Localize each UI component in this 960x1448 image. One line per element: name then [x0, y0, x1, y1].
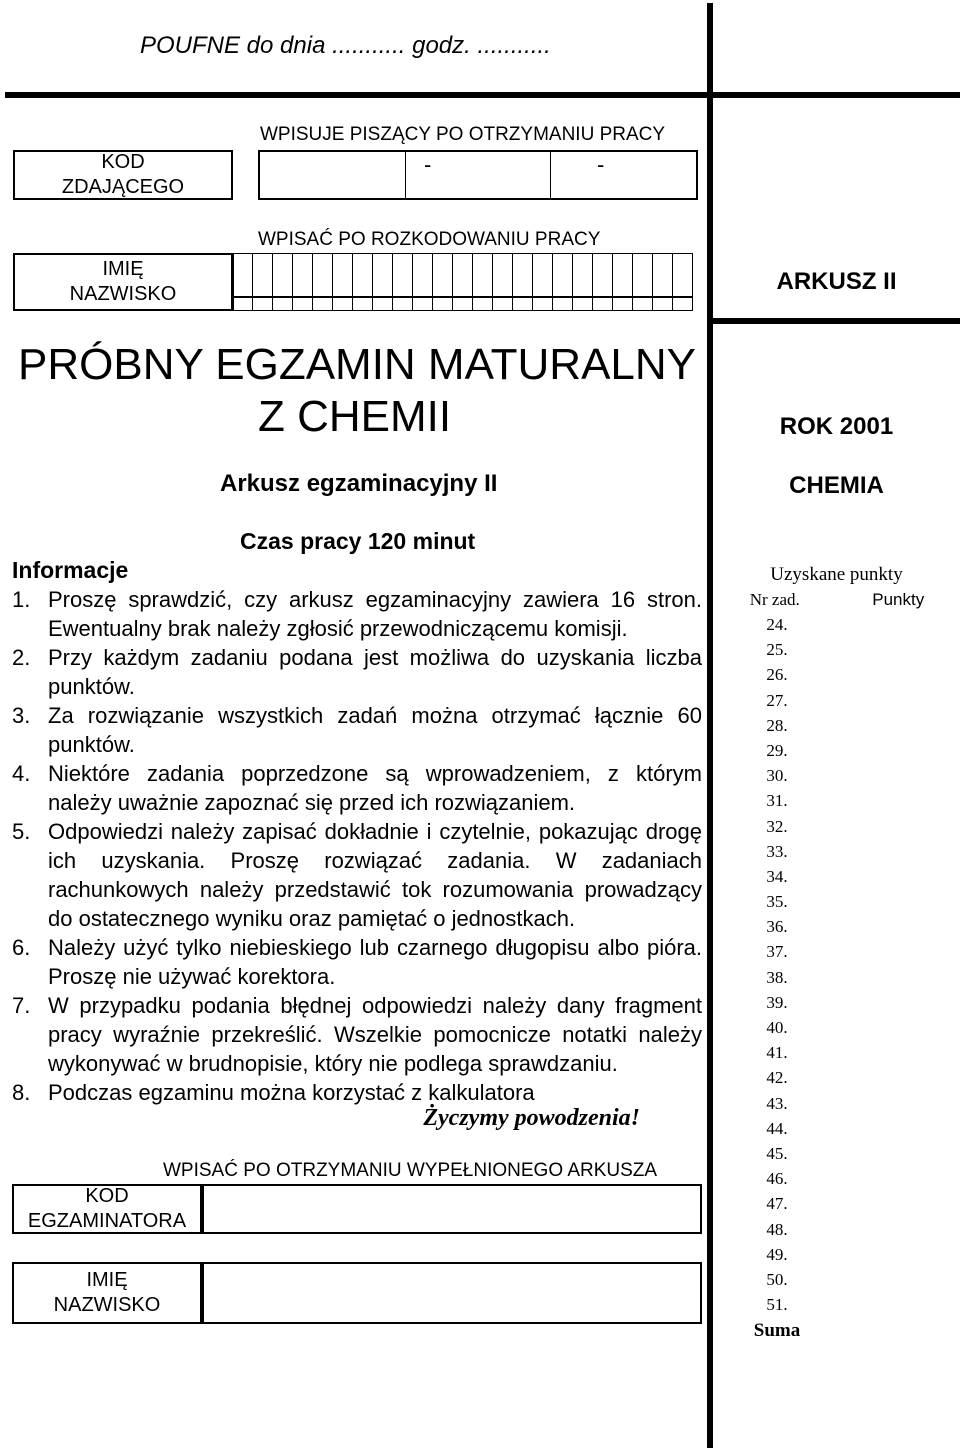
info-item-text: Przy każdym zadaniu podana jest możliwa do uzyskania liczba punktów.	[48, 645, 702, 699]
score-row-task: 31.	[766, 791, 788, 811]
score-row	[713, 637, 960, 662]
name-cell[interactable]	[533, 253, 553, 297]
score-row-task: 24.	[766, 615, 788, 634]
score-row	[713, 914, 960, 939]
score-row	[713, 889, 960, 914]
examiner-caption: WPISAĆ PO OTRZYMANIU WYPEŁNIONEGO ARKUSZA	[163, 1160, 658, 1181]
score-row-points[interactable]	[841, 1015, 960, 1040]
name-cell[interactable]	[613, 253, 633, 297]
score-row-task: 51.	[766, 1295, 788, 1315]
score-row-points[interactable]	[841, 1040, 960, 1065]
name-cell[interactable]	[313, 253, 333, 297]
name-cell[interactable]	[453, 253, 473, 297]
score-row-task: 39.	[766, 992, 788, 1012]
name-cell[interactable]	[293, 297, 313, 311]
info-item-text: Odpowiedzi należy zapisać dokładnie i czytelnie, pokazując drogę ich uzyskania. Proszę rozwiązać zadania. W zadaniach rachunkowych należy przedstawić tok rozumowania prowadzący do ostatecznego wyniku oraz pamiętać o jednostkach.	[48, 819, 702, 931]
examiner-code-field[interactable]	[202, 1184, 702, 1234]
score-table	[713, 562, 960, 1345]
student-name-caption: WPISAĆ PO ROZKODOWANIU PRACY	[258, 229, 601, 250]
name-cell[interactable]	[333, 297, 353, 311]
score-row-points[interactable]	[841, 914, 960, 939]
info-item-number: 4.	[12, 761, 31, 786]
student-code-caption: WPISUJE PISZĄCY PO OTRZYMANIU PRACY	[260, 124, 666, 145]
name-cell[interactable]	[293, 253, 313, 297]
info-item-number: 8.	[12, 1080, 31, 1105]
score-row-points[interactable]	[841, 889, 960, 914]
student-code-field[interactable]	[258, 150, 698, 200]
score-row-points[interactable]	[841, 763, 960, 788]
info-item-number: 5.	[12, 819, 31, 844]
score-row-points[interactable]	[841, 637, 960, 662]
score-row	[713, 1191, 960, 1216]
score-row-points[interactable]	[841, 1141, 960, 1166]
name-cell[interactable]	[393, 253, 413, 297]
score-row-task: 38.	[766, 967, 788, 987]
name-cell[interactable]	[513, 297, 533, 311]
sheet-label: ARKUSZ II	[776, 268, 897, 295]
student-name-grid[interactable]	[233, 253, 693, 311]
name-cell[interactable]	[573, 297, 593, 311]
score-row	[713, 713, 960, 738]
name-cell[interactable]	[333, 253, 353, 297]
info-item	[12, 817, 702, 933]
name-cell[interactable]	[633, 253, 653, 297]
score-row	[713, 990, 960, 1015]
score-row-points[interactable]	[841, 688, 960, 713]
info-item-number: 1.	[12, 587, 31, 612]
name-cell[interactable]	[373, 253, 393, 297]
score-row	[713, 839, 960, 864]
score-row-points[interactable]	[841, 713, 960, 738]
info-item-text: Za rozwiązanie wszystkich zadań można otrzymać łącznie 60 punktów.	[48, 703, 702, 757]
name-cell[interactable]	[593, 253, 613, 297]
score-row-task: 25.	[766, 640, 788, 660]
score-row-points[interactable]	[841, 662, 960, 687]
name-cell[interactable]	[353, 297, 373, 311]
name-cell[interactable]	[413, 253, 433, 297]
subtitle: Arkusz egzaminacyjny II	[220, 470, 498, 497]
code-dash-1: -	[424, 152, 432, 177]
score-row-task: 33.	[766, 841, 788, 861]
score-row-task: 40.	[766, 1018, 788, 1037]
code-dash-2: -	[597, 152, 605, 177]
page-title-subject: Z CHEMII	[258, 392, 452, 441]
score-row	[713, 1242, 960, 1267]
examiner-code-label: KOD EGZAMINATORA	[12, 1184, 202, 1234]
info-item	[12, 933, 702, 991]
name-cell[interactable]	[393, 297, 413, 311]
score-row-points[interactable]	[841, 839, 960, 864]
score-row-task: 47.	[766, 1194, 788, 1214]
subject-label: CHEMIA	[789, 472, 884, 499]
score-row-points[interactable]	[841, 1292, 960, 1317]
score-row	[713, 814, 960, 839]
score-row-task: 27.	[766, 690, 788, 710]
score-row-task: 34.	[766, 866, 788, 886]
score-row	[713, 965, 960, 990]
score-row-points[interactable]	[841, 1091, 960, 1116]
score-row-task: 44.	[766, 1118, 788, 1138]
score-row-points[interactable]	[841, 1116, 960, 1141]
score-row-task: 43.	[766, 1093, 788, 1113]
name-cell[interactable]	[613, 297, 633, 311]
score-row-points[interactable]	[841, 864, 960, 889]
name-cell[interactable]	[473, 297, 493, 311]
score-row	[713, 738, 960, 763]
col-points: Punkty	[872, 590, 925, 609]
score-row	[713, 1292, 960, 1317]
name-cell[interactable]	[593, 297, 613, 311]
info-item-text: Podczas egzaminu można korzystać z kalkulatora	[48, 1080, 535, 1105]
name-cell[interactable]	[553, 253, 573, 297]
info-item	[12, 701, 702, 759]
name-cell[interactable]	[233, 297, 253, 311]
examiner-name-field[interactable]	[202, 1262, 702, 1324]
score-row	[713, 612, 960, 637]
name-cell[interactable]	[273, 297, 293, 311]
name-cell[interactable]	[373, 297, 393, 311]
score-table-columns	[713, 587, 960, 612]
year-label: ROK 2001	[779, 413, 894, 440]
info-heading: Informacje	[12, 557, 129, 583]
name-cell[interactable]	[473, 253, 493, 297]
col-task: Nr zad.	[749, 590, 800, 609]
score-row-points[interactable]	[841, 612, 960, 637]
right-panel-rule	[713, 318, 960, 324]
score-row-task: 48.	[766, 1219, 788, 1239]
name-cell[interactable]	[513, 253, 533, 297]
score-row-task: 46.	[766, 1169, 788, 1189]
score-row-points[interactable]	[841, 1166, 960, 1191]
name-cell[interactable]	[493, 253, 513, 297]
duration: Czas pracy 120 minut	[240, 528, 476, 554]
name-cell[interactable]	[493, 297, 513, 311]
info-item	[12, 991, 702, 1078]
top-rule	[5, 92, 960, 98]
score-row-task: 28.	[766, 715, 788, 735]
info-item-number: 2.	[12, 645, 31, 670]
score-row-points[interactable]	[841, 965, 960, 990]
name-cell[interactable]	[233, 253, 253, 297]
name-cell[interactable]	[653, 297, 673, 311]
score-row	[713, 788, 960, 813]
name-cell[interactable]	[253, 253, 273, 297]
info-item-number: 6.	[12, 935, 31, 960]
good-luck: Życzymy powodzenia!	[423, 1105, 640, 1131]
score-row-task: 35.	[766, 892, 788, 912]
info-item-text: Należy użyć tylko niebieskiego lub czarnego długopisu albo pióra. Proszę nie używać korektora.	[48, 935, 702, 989]
name-cell[interactable]	[633, 297, 653, 311]
score-row-task: 50.	[766, 1269, 788, 1289]
score-row-task: 29.	[766, 740, 788, 760]
info-item-number: 7.	[12, 993, 31, 1018]
info-item	[12, 759, 702, 817]
score-row-task: 49.	[766, 1244, 788, 1264]
score-row-points[interactable]	[841, 738, 960, 763]
info-item-number: 3.	[12, 703, 31, 728]
name-cell[interactable]	[453, 297, 473, 311]
score-row	[713, 939, 960, 964]
score-row-points[interactable]	[841, 1242, 960, 1267]
score-row-task: 41.	[766, 1043, 788, 1063]
score-row-points[interactable]	[841, 788, 960, 813]
student-code-label: KOD ZDAJĄCEGO	[13, 150, 233, 200]
name-cell[interactable]	[433, 297, 453, 311]
name-cell[interactable]	[353, 253, 373, 297]
score-row	[713, 1267, 960, 1292]
student-name-label: IMIĘ NAZWISKO	[13, 253, 233, 311]
score-row	[713, 1116, 960, 1141]
score-row-task: 37.	[766, 942, 788, 962]
score-row-points[interactable]	[841, 990, 960, 1015]
info-item	[12, 643, 702, 701]
confidential-line: POUFNE do dnia ........... godz. ...........	[140, 32, 551, 59]
score-row	[713, 1166, 960, 1191]
score-table-heading: Uzyskane punkty	[770, 564, 903, 585]
score-row	[713, 1141, 960, 1166]
score-row	[713, 1040, 960, 1065]
name-cell[interactable]	[533, 297, 553, 311]
name-cell[interactable]	[573, 253, 593, 297]
score-row-points[interactable]	[841, 1267, 960, 1292]
score-row	[713, 1065, 960, 1090]
score-row-task: 26.	[766, 665, 788, 685]
info-item-text: Proszę sprawdzić, czy arkusz egzaminacyjny zawiera 16 stron. Ewentualny brak należy zgłosić przewodniczącemu komisji.	[48, 587, 702, 641]
name-cell[interactable]	[433, 253, 453, 297]
page-title: PRÓBNY EGZAMIN MATURALNY	[18, 340, 697, 389]
score-row-points[interactable]	[841, 939, 960, 964]
score-row-task: 32.	[766, 816, 788, 836]
score-row-task: 30.	[766, 766, 788, 786]
name-cell[interactable]	[553, 297, 573, 311]
name-cell[interactable]	[673, 253, 693, 297]
name-cell[interactable]	[313, 297, 333, 311]
score-row	[713, 688, 960, 713]
score-row-task: 36.	[766, 917, 788, 937]
score-row	[713, 662, 960, 687]
score-row	[713, 1015, 960, 1040]
score-row-points[interactable]	[841, 1191, 960, 1216]
score-row-points[interactable]	[841, 1065, 960, 1090]
name-cell[interactable]	[413, 297, 433, 311]
info-list	[12, 585, 702, 1107]
name-cell[interactable]	[273, 253, 293, 297]
info-item-text: W przypadku podania błędnej odpowiedzi należy dany fragment pracy wyraźnie przekreślić. Wszelkie pomocnicze notatki należy wykonywać w brudnopisie, który nie podlega sprawdzaniu.	[48, 993, 702, 1076]
name-cell[interactable]	[253, 297, 273, 311]
score-row	[713, 1091, 960, 1116]
examiner-name-label: IMIĘ NAZWISKO	[12, 1262, 202, 1324]
score-row	[713, 864, 960, 889]
name-cell[interactable]	[673, 297, 693, 311]
score-row-points[interactable]	[841, 1217, 960, 1242]
score-row-task: 45.	[766, 1143, 788, 1163]
score-rows	[713, 612, 960, 1317]
info-item-text: Niektóre zadania poprzedzone są wprowadzeniem, z którym należy uważnie zapoznać się przed ich rozwiązaniem.	[48, 761, 702, 815]
info-item	[12, 1078, 702, 1107]
score-row	[713, 1217, 960, 1242]
score-row	[713, 763, 960, 788]
score-total: Suma	[753, 1320, 801, 1342]
name-cell[interactable]	[653, 253, 673, 297]
score-row-task: 42.	[766, 1068, 788, 1088]
info-item	[12, 585, 702, 643]
score-row-points[interactable]	[841, 814, 960, 839]
